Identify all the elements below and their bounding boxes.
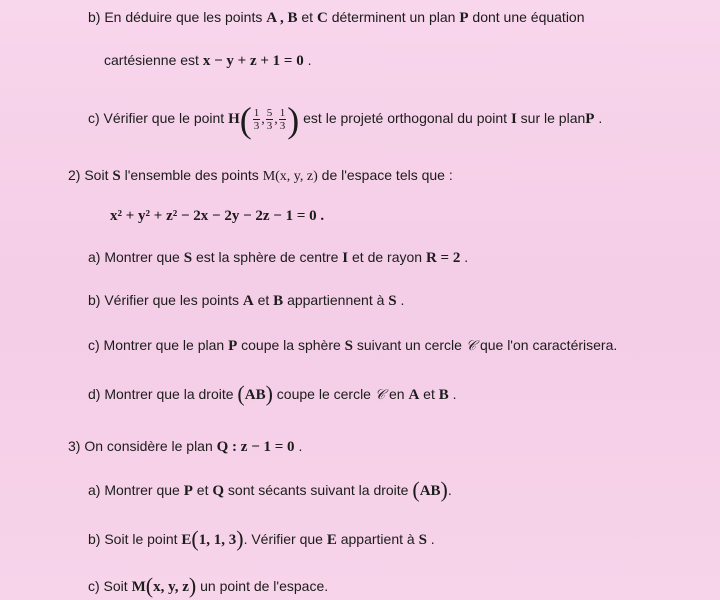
question-3c <box>88 573 329 598</box>
sphere-s: S <box>183 250 193 266</box>
text: . <box>460 249 469 265</box>
plane-p: P <box>183 483 193 499</box>
point-m: M(x, y, z) <box>262 169 318 184</box>
line-ab: AB <box>244 387 266 403</box>
point-m: M <box>131 579 146 595</box>
close-paren: ) <box>188 573 197 598</box>
point-e: E <box>326 532 337 548</box>
point-b: B <box>438 387 449 403</box>
close-paren: ) <box>265 381 273 406</box>
sphere-s: S <box>388 293 397 309</box>
radius: R = 2 <box>425 250 461 266</box>
text: 3) On considère le plan <box>68 438 217 454</box>
point-i: I <box>510 111 517 127</box>
text: un point de l'espace. <box>196 578 329 594</box>
question-1c: c) Vérifier que le point H( $\frac{1}{3}$ , $\frac{5}{3}$ , $\frac{1}{3}$ ) est le projeté orthogonal du point I sur le planP . <box>88 100 603 140</box>
point-h: H <box>228 111 240 127</box>
question-2c <box>88 335 617 356</box>
close-paren: ) <box>236 526 244 551</box>
point-m-coordinates: x, y, z <box>153 579 189 595</box>
text: b) Vérifier que les points <box>88 292 243 308</box>
text: dont une équation <box>468 9 585 25</box>
point-a: A <box>408 387 420 403</box>
text: et <box>253 292 274 308</box>
open-paren: ( <box>145 573 154 598</box>
question-1b-line-2 <box>104 50 311 71</box>
text: a) Montrer que <box>88 249 184 265</box>
text: sur le plan <box>516 110 586 126</box>
open-paren: ( <box>239 100 252 140</box>
text: . <box>396 292 405 308</box>
plane-q-equation: Q : z − 1 = 0 <box>216 439 295 455</box>
question-3a <box>88 477 452 502</box>
numerator: 1 <box>279 106 286 119</box>
open-paren: ( <box>191 526 199 551</box>
text: a) Montrer que <box>88 482 184 498</box>
text: sont sécants suivant la droite <box>224 482 413 498</box>
point-c: C <box>316 10 328 26</box>
text: . <box>448 386 457 402</box>
text: c) Soit <box>88 578 132 594</box>
text: b) En déduire que les points <box>88 9 267 25</box>
plane-q: Q <box>212 483 225 499</box>
sphere-s: S <box>418 532 427 548</box>
numerator: 1 <box>253 106 260 119</box>
line-ab: AB <box>419 483 441 499</box>
circle-symbol: 𝒞 <box>374 387 386 403</box>
denominator: 3 <box>253 119 260 132</box>
question-3b <box>88 526 435 551</box>
point-i: I <box>342 250 349 266</box>
text: . <box>594 110 603 126</box>
text: en <box>385 386 409 402</box>
text: appartiennent à <box>283 292 389 308</box>
text: c) Vérifier que le point <box>88 110 229 126</box>
points-ab: A , B <box>266 10 298 26</box>
denominator: 3 <box>279 119 286 132</box>
point-e-coordinates: 1, 1, 3 <box>198 532 237 548</box>
plane-p: P <box>585 111 595 127</box>
text: . <box>447 482 452 498</box>
text: est la sphère de centre <box>192 249 343 265</box>
plane-p: P <box>459 10 469 26</box>
sphere-s: S <box>112 168 121 184</box>
fraction-1 <box>253 107 261 132</box>
open-paren: ( <box>412 477 420 502</box>
open-paren: ( <box>237 381 245 406</box>
text: de l'espace tels que : <box>317 167 453 183</box>
text: 2) Soit <box>68 167 113 183</box>
text: coupe le cercle <box>272 386 375 402</box>
text: l'ensemble des points <box>120 167 263 183</box>
text: b) Soit le point <box>88 531 182 547</box>
question-1b-line-1 <box>88 7 585 28</box>
circle-symbol: 𝒞 <box>465 338 477 354</box>
fraction-3 <box>279 107 287 132</box>
text: que l'on caractérisera. <box>476 337 618 353</box>
question-2b <box>88 290 404 311</box>
plane-equation: x − y + z + 1 = 0 <box>202 53 304 69</box>
close-paren: ) <box>440 477 448 502</box>
text: est le projeté orthogonal du point <box>299 110 511 126</box>
denominator: 3 <box>266 119 273 132</box>
text: appartient à <box>336 531 419 547</box>
point-e: E <box>181 532 192 548</box>
text: et <box>192 482 213 498</box>
sphere-equation: x² + y² + z² − 2x − 2y − 2z − 1 = 0 . <box>110 208 325 224</box>
text: et <box>297 9 317 25</box>
question-2d <box>88 381 457 406</box>
point-a: A <box>242 293 254 309</box>
question-2 <box>68 165 453 187</box>
text: . Vérifier que <box>243 531 327 547</box>
question-3 <box>68 436 302 457</box>
plane-p: P <box>228 338 238 354</box>
text: . <box>294 438 303 454</box>
text: . <box>303 52 312 68</box>
text: et de rayon <box>348 249 426 265</box>
text: suivant un cercle <box>353 337 466 353</box>
text: déterminent un plan <box>327 9 460 25</box>
text: d) Montrer que la droite <box>88 386 238 402</box>
point-b: B <box>273 293 284 309</box>
numerator: 5 <box>266 106 273 119</box>
fraction-2 <box>266 107 274 132</box>
text: et <box>419 386 439 402</box>
text: c) Montrer que le plan <box>88 337 229 353</box>
sphere-s: S <box>344 338 353 354</box>
close-paren: ) <box>287 100 300 140</box>
question-2a <box>88 247 468 268</box>
text: . <box>426 531 435 547</box>
text: cartésienne est <box>104 52 203 68</box>
text: coupe la sphère <box>237 337 345 353</box>
